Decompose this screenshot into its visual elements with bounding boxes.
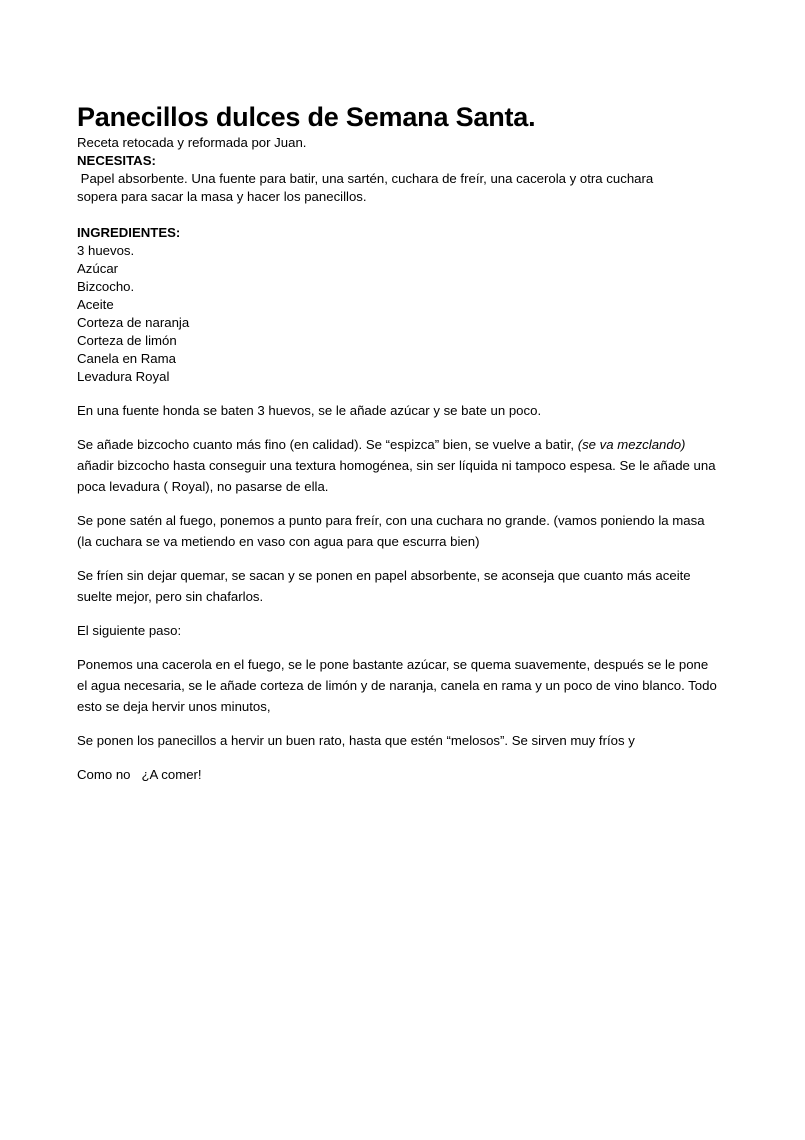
needs-text-line-2: sopera para sacar la masa y hacer los panecillos.: [77, 189, 367, 204]
ingredient-item: Canela en Rama: [77, 351, 176, 366]
document-page: [77, 100, 717, 798]
ingredient-item: Levadura Royal: [77, 369, 170, 384]
step-paragraph-3: Se pone satén al fuego, ponemos a punto para freír, con una cuchara no grande. (vamos poniendo la masa (la cuchara se va metiendo en vaso con agua para que escurra bien): [77, 513, 705, 549]
step-paragraph-6: Ponemos una cacerola en el fuego, se le pone bastante azúcar, se quema suavemente, después se le pone el agua necesaria, se le añade corteza de limón y de naranja, canela en rama y un poco de vino blanco. Todo esto se deja hervir unos minutos,: [77, 657, 717, 714]
step-2-text-a: Se añade bizcocho cuanto más fino (en calidad). Se “espizca” bien, se vuelve a batir,: [77, 437, 578, 452]
document-subtitle: Receta retocada y reformada por Juan.: [77, 135, 307, 150]
step-2-text-b: añadir bizcocho hasta conseguir una textura homogénea, sin ser líquida ni tampoco espesa. Se le añade una poca levadura ( Royal), no pasarse de ella.: [77, 458, 716, 494]
step-paragraph-8: Como no ¿A comer!: [77, 767, 202, 782]
ingredient-item: Corteza de limón: [77, 333, 177, 348]
ingredient-item: Aceite: [77, 297, 114, 312]
ingredients-heading: INGREDIENTES:: [77, 225, 181, 240]
step-paragraph-5: El siguiente paso:: [77, 623, 182, 638]
ingredient-item: 3 huevos.: [77, 243, 135, 258]
step-paragraph-4: Se fríen sin dejar quemar, se sacan y se ponen en papel absorbente, se aconseja que cuanto más aceite suelte mejor, pero sin chafarlos.: [77, 568, 691, 604]
step-paragraph-2: [77, 434, 717, 497]
step-2-italic-text: (se va mezclando): [577, 437, 686, 452]
document-title: Panecillos dulces de Semana Santa.: [77, 102, 536, 132]
ingredients-list: [77, 242, 717, 386]
spacer: [77, 206, 717, 224]
needs-heading: NECESITAS:: [77, 153, 156, 168]
ingredient-item: Azúcar: [77, 261, 119, 276]
spacer: [77, 386, 717, 400]
step-paragraph-7: Se ponen los panecillos a hervir un buen rato, hasta que estén “melosos”. Se sirven muy fríos y: [77, 733, 635, 748]
step-paragraph-1: En una fuente honda se baten 3 huevos, se le añade azúcar y se bate un poco.: [77, 403, 542, 418]
ingredient-item: Corteza de naranja: [77, 315, 190, 330]
needs-text-line-1: Papel absorbente. Una fuente para batir, una sartén, cuchara de freír, una cacerola y otra cuchara: [77, 171, 654, 186]
ingredient-item: Bizcocho.: [77, 279, 135, 294]
